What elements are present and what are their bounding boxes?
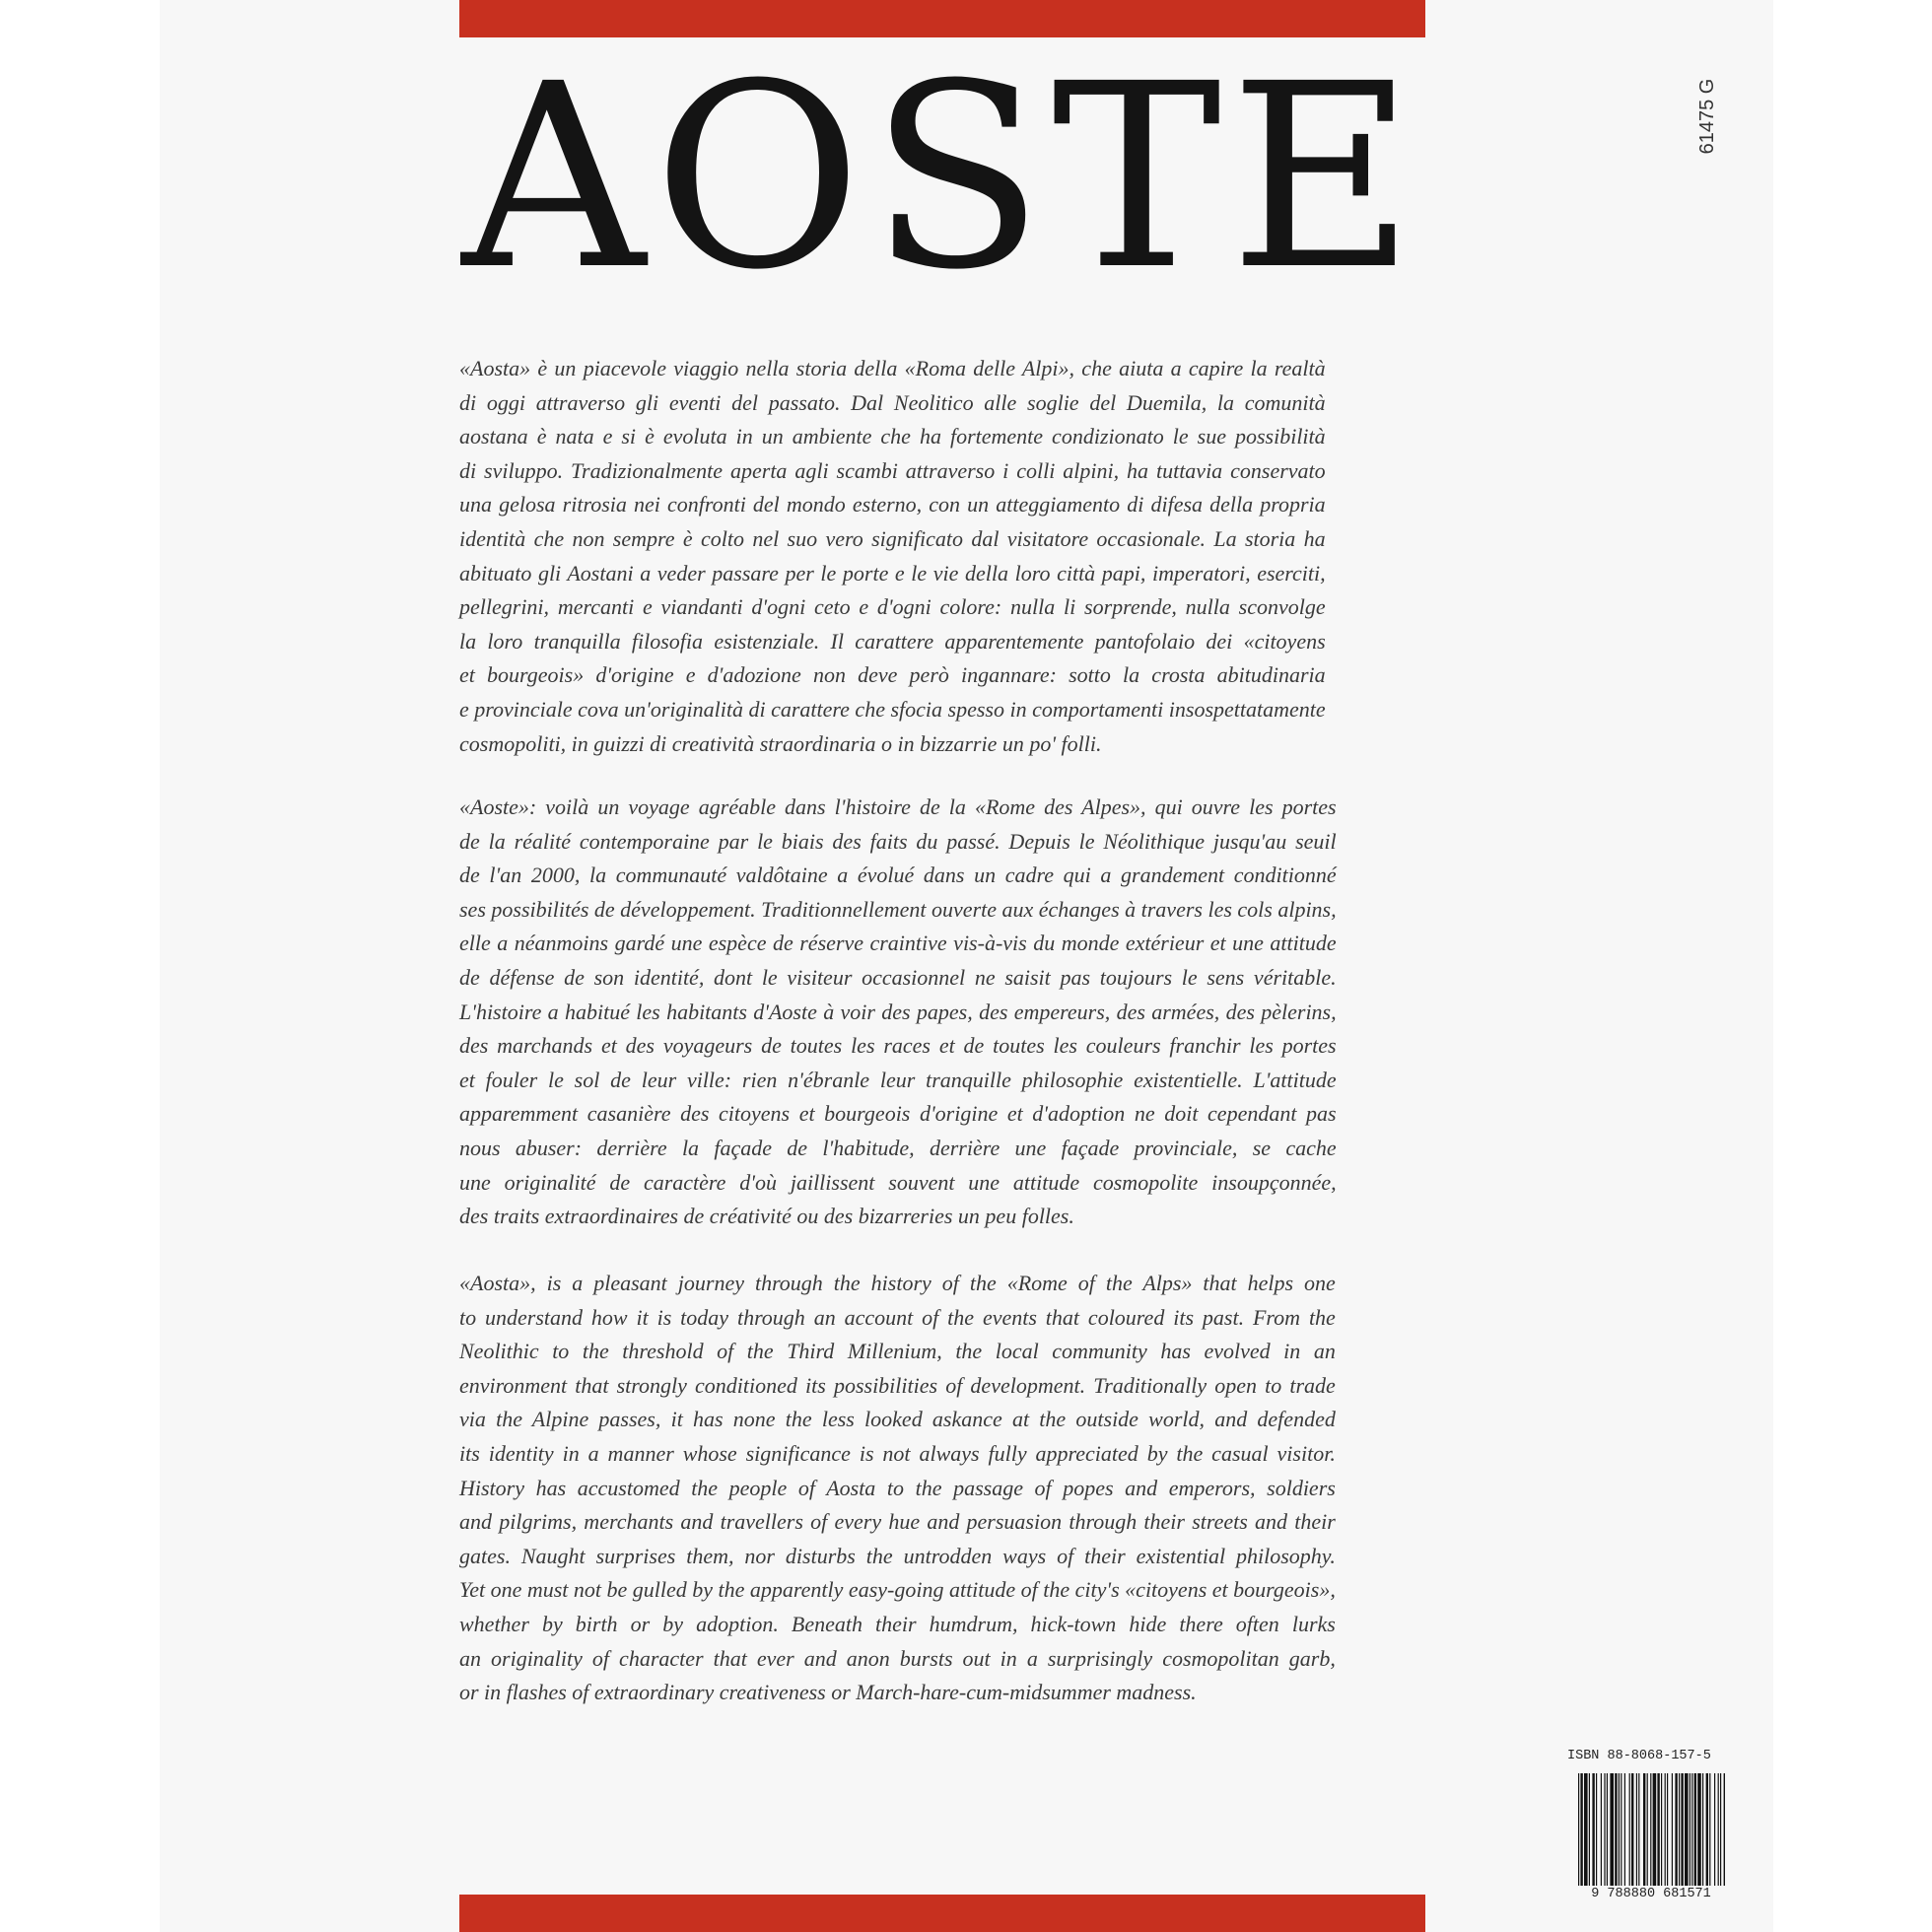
text-line: di sviluppo. Tradizionalmente aperta agli scambi attraverso i colli alpini, ha tuttavia conservato [459,457,1326,483]
book-title: AOSTE [461,30,1423,325]
description-italian [459,352,1326,761]
text-line: identità che non sempre è colto nel suo vero significato dal visitatore occasionale. La storia ha [459,525,1326,551]
description-french [459,791,1337,1234]
text-line: History has accustomed the people of Aosta to the passage of popes and emperors, soldiers [459,1475,1336,1500]
text-line: la loro tranquilla filosofia esistenziale. Il carattere apparentemente pantofolaio dei «citoyens [459,628,1326,654]
bottom-red-band [459,1895,1425,1932]
text-line: Neolithic to the threshold of the Third Millenium, the local community has evolved in an [459,1339,1336,1364]
text-line: its identity in a manner whose significance is not always fully appreciated by the casual visitor. [459,1440,1336,1466]
text-line: abituato gli Aostani a veder passare per le porte e le vie della loro città papi, imperatori, eserciti, [459,560,1326,586]
text-line: et bourgeois» d'origine e d'adozione non deve però ingannare: sotto la crosta abitudinaria [459,662,1326,688]
text-line: an originality of character that ever and anon bursts out in a surprisingly cosmopolitan garb, [459,1645,1336,1671]
side-catalog-code: 61475 G [1696,78,1718,155]
text-line: «Aosta», is a pleasant journey through the history of the «Rome of the Alps» that helps one [459,1271,1336,1295]
text-line: «Aosta» è un piacevole viaggio nella storia della «Roma delle Alpi», che aiuta a capire la realtà [459,356,1326,380]
text-line: cosmopoliti, in guizzi di creatività straordinaria o in bizzarrie un po' folli. [459,730,1102,756]
text-line: elle a néanmoins gardé une espèce de réserve craintive vis-à-vis du monde extérieur et une attitude [459,931,1337,956]
text-line: de défense de son identité, dont le visiteur occasionnel ne saisit pas toujours le sens véritable. [459,964,1337,990]
text-line: apparemment casanière des citoyens et bourgeois d'origine et d'adoption ne doit cependant pas [459,1101,1337,1127]
text-line: or in flashes of extraordinary creativeness or March-hare-cum-midsummer madness. [459,1680,1197,1705]
text-line: de la réalité contemporaine par le biais des faits du passé. Depuis le Néolithique jusqu'au seuil [459,828,1337,854]
barcode-image [1577,1773,1725,1886]
barcode-block [1567,1748,1735,1905]
text-line: des traits extraordinaires de créativité ou des bizarreries un peu folles. [459,1204,1074,1229]
text-line: una gelosa ritrosia nei confronti del mondo esterno, con un atteggiamento di difesa della propria [459,492,1326,518]
text-line: et fouler le sol de leur ville: rien n'ébranle leur tranquille philosophie existentielle. L'attitude [459,1067,1337,1092]
text-line: e provinciale cova un'originalità di carattere che sfocia spesso in comportamenti insospettatamente [459,696,1326,722]
isbn-label: ISBN 88-8068-157-5 [1567,1749,1711,1763]
text-line: nous abuser: derrière la façade de l'habitude, derrière une façade provinciale, se cache [459,1135,1337,1160]
text-line: di oggi attraverso gli eventi del passato. Dal Neolitico alle soglie del Duemila, la comunità [459,389,1326,415]
text-line: pellegrini, mercanti e viandanti d'ogni ceto e d'ogni colore: nulla li sorprende, nulla sconvolge [459,594,1326,620]
barcode-number: 9 788880 681571 [1591,1887,1711,1901]
text-line: L'histoire a habitué les habitants d'Aoste à voir des papes, des empereurs, des armées, des pèlerins, [459,999,1337,1024]
text-line: via the Alpine passes, it has none the less looked askance at the outside world, and defended [459,1407,1336,1432]
text-line: ses possibilités de développement. Traditionnellement ouverte aux échanges à travers les cols alpins, [459,896,1337,922]
text-line: to understand how it is today through an account of the events that coloured its past. From the [459,1304,1336,1330]
text-line: environment that strongly conditioned its possibilities of development. Traditionally open to trade [459,1372,1336,1398]
text-line: «Aoste»: voilà un voyage agréable dans l'histoire de la «Rome des Alpes», qui ouvre les portes [459,794,1337,819]
text-line: de l'an 2000, la communauté valdôtaine a évolué dans un cadre qui a grandement conditionné [459,862,1337,888]
text-line: and pilgrims, merchants and travellers of every hue and persuasion through their streets and their [459,1509,1336,1535]
text-line: Yet one must not be gulled by the apparently easy-going attitude of the city's «citoyens et bourgeois», [459,1577,1336,1603]
text-line: une originalité de caractère d'où jaillissent souvent une attitude cosmopolite insoupçonnée, [459,1169,1337,1195]
text-line: gates. Naught surprises them, nor disturbs the untrodden ways of their existential philosophy. [459,1543,1336,1568]
text-line: whether by birth or by adoption. Beneath their humdrum, hick-town hide there often lurks [459,1611,1336,1636]
text-line: aostana è nata e si è evoluta in un ambiente che ha fortemente condizionato le sue possibilità [459,424,1326,449]
text-line: des marchands et des voyageurs de toutes les races et de toutes les couleurs franchir les portes [459,1033,1337,1059]
description-english [459,1267,1336,1710]
